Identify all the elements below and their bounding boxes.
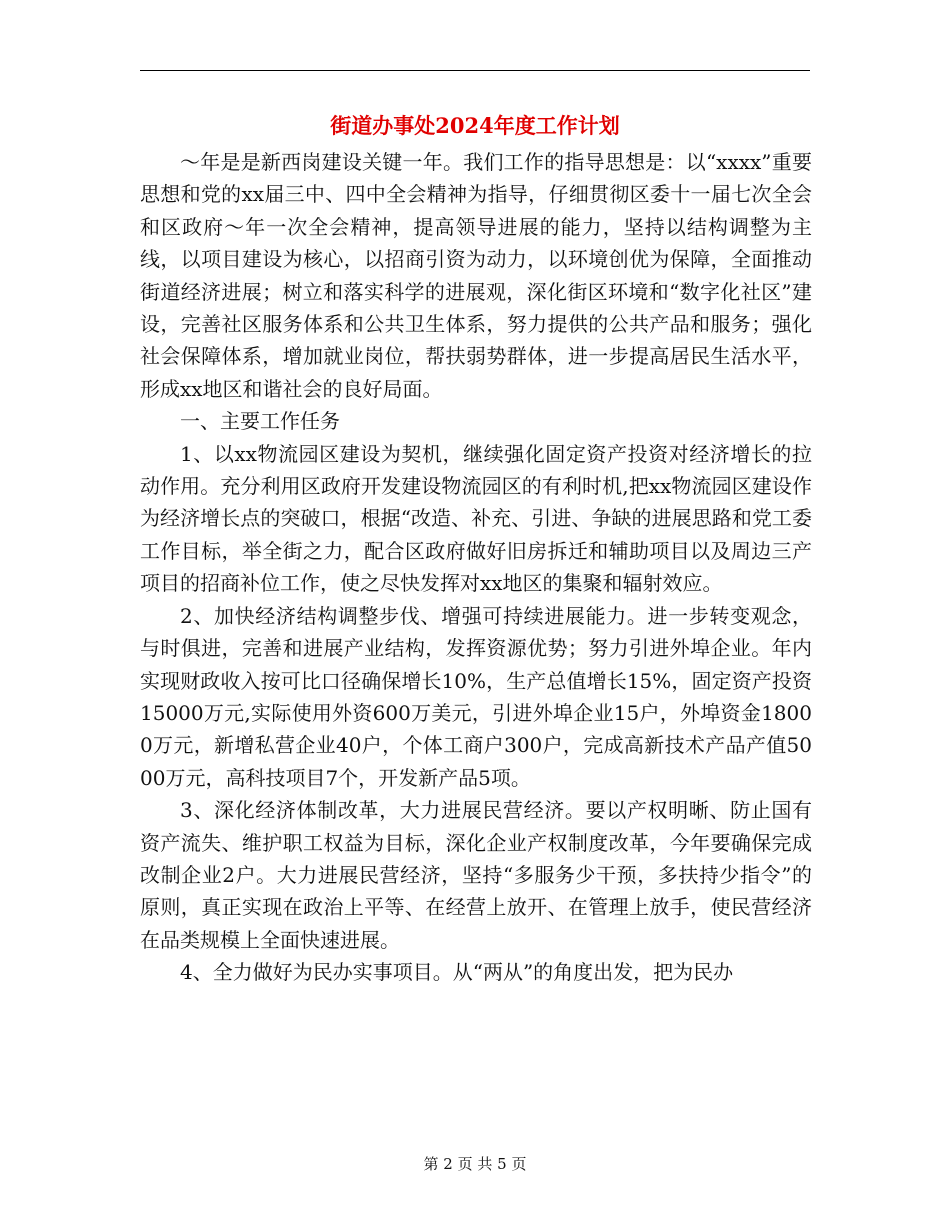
task-paragraph-3: 3、深化经济体制改革，大力进展民营经济。要以产权明晰、防止国有资产流失、维护职工权益为目标，深化企业产权制度改革，今年要确保完成改制企业2户。大力进展民营经济，坚持“多服务少干预，多扶持少指令”的原则，真正实现在政治上平等、在经营上放开、在管理上放手，使民营经济在品类规模上全面快速进展。 <box>140 798 812 952</box>
section-heading-main-tasks: 一、主要工作任务 <box>180 409 340 434</box>
task-paragraph-1: 1、以xx物流园区建设为契机，继续强化固定资产投资对经济增长的拉动作用。充分利用区政府开发建设物流园区的有利时机,把xx物流园区建设作为经济增长点的突破口，根据“改造、补充、引进、争缺的进展思路和党工委工作目标，举全街之力，配合区政府做好旧房拆迁和辅助项目以及周边三产项目的招商补位工作，使之尽快发挥对xx地区的集聚和辐射效应。 <box>140 441 812 596</box>
header-rule <box>140 70 810 71</box>
document-body <box>140 146 812 989</box>
task-paragraph-4: 4、全力做好为民办实事项目。从“两从”的角度出发，把为民办 <box>180 960 734 985</box>
page-number: 第 2 页 共 5 页 <box>423 1155 527 1173</box>
intro-paragraph: ～年是是新西岗建设关键一年。我们工作的指导思想是：以“xxxx”重要思想和党的xx届三中、四中全会精神为指导，仔细贯彻区委十一届七次全会和区政府～年一次全会精神，提高领导进展的能力，坚持以结构调整为主线，以项目建设为核心，以招商引资为动力，以环境创优为保障，全面推动街道经济进展；树立和落实科学的进展观，深化街区环境和“数字化社区”建设，完善社区服务体系和公共卫生体系，努力提供的公共产品和服务；强化社会保障体系，增加就业岗位，帮扶弱势群体，进一步提高居民生活水平，形成xx地区和谐社会的良好局面。 <box>140 150 812 401</box>
document-title: 街道办事处2024年度工作计划 <box>330 113 620 138</box>
task-paragraph-2: 2、加快经济结构调整步伐、增强可持续进展能力。进一步转变观念，与时俱进，完善和进展产业结构，发挥资源优势；努力引进外埠企业。年内实现财政收入按可比口径确保增长10%，生产总值增长15%，固定资产投资15000万元,实际使用外资600万美元，引进外埠企业15户，外埠资金18000万元，新增私营企业40户，个体工商户300户，完成高新技术产品产值5000万元，高科技项目7个，开发新产品5项。 <box>140 603 812 790</box>
